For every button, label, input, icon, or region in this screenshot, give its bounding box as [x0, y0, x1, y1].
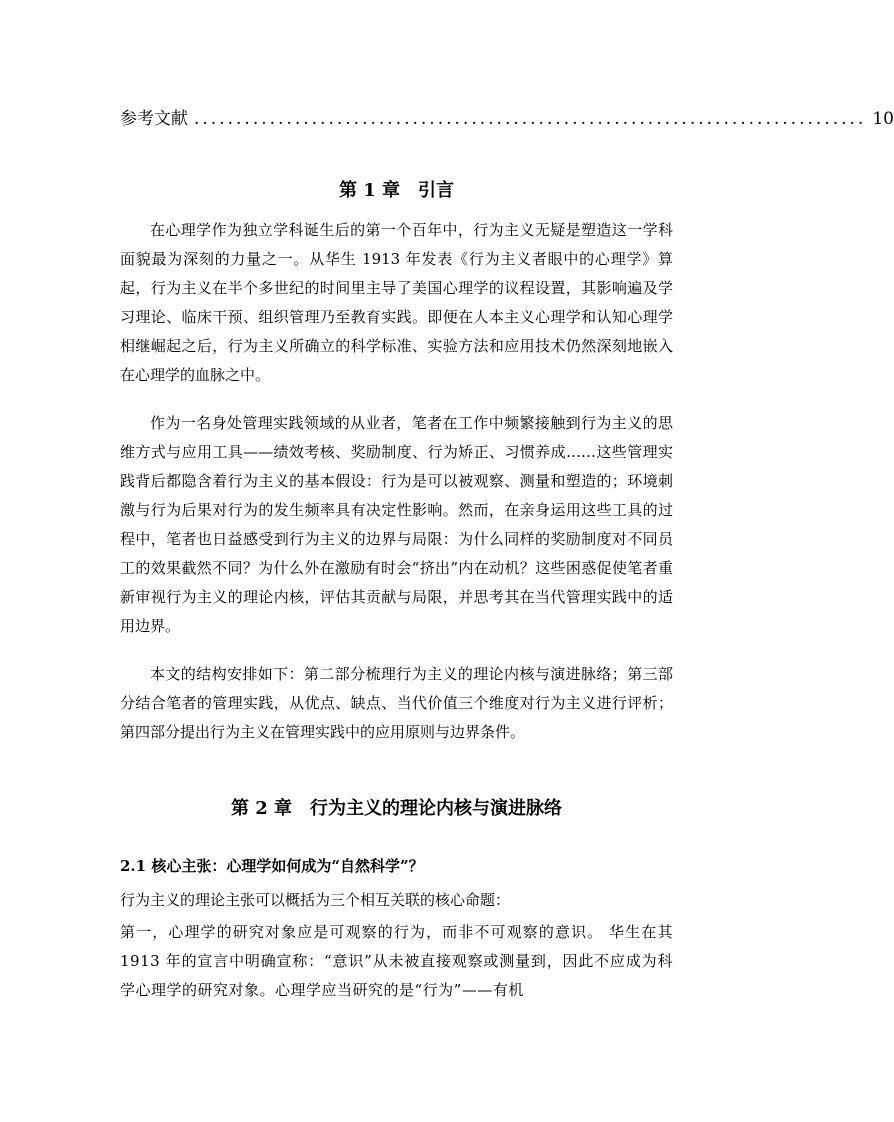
toc-entry-references[interactable] [120, 104, 894, 134]
chapter-1-title: 第 1 章 引言 [338, 180, 455, 201]
chapter-1-paragraph-3: 本文的结构安排如下：第二部分梳理行为主义的理论内核与演进脉络；第三部分结合笔者的管理实践，从优点、缺点、当代价值三个维度对行为主义进行评析；第四部分提出行为主义在管理实践中的应用原则与边界条件。 [120, 665, 673, 741]
toc-entry-label: 参考文献 [120, 109, 188, 129]
chapter-2-title: 第 2 章 行为主义的理论内核与演进脉络 [230, 798, 563, 819]
section-2-1-title: 2.1 核心主张：心理学如何成为“自然科学”？ [120, 857, 424, 875]
toc-page-number: 10 [872, 109, 894, 129]
toc-leader-dots: ................................................................................ [194, 109, 867, 129]
chapter-1-paragraph-2: 作为一名身处管理实践领域的从业者，笔者在工作中频繁接触到行为主义的思维方式与应用工具——绩效考核、奖励制度、行为矫正、习惯养成……这些管理实践背后都隐含着行为主义的基本假设：行为是可以被观察、测量和塑造的；环境刺激与行为后果对行为的发生频率具有决定性影响。然而，在亲身运用这些工具的过程中，笔者也日益感受到行为主义的边界与局限：为什么同样的奖励制度对不同员工的效果截然不同？为什么外在激励有时会“挤出”内在动机？这些困惑促使笔者重新审视行为主义的理论内核，评估其贡献与局限，并思考其在当代管理实践中的适用边界。 [120, 414, 673, 635]
section-2-1-paragraph-1: 行为主义的理论主张可以概括为三个相互关联的核心命题： [120, 891, 511, 909]
section-2-1-paragraph-2: 第一，心理学的研究对象应是可观察的行为，而非不可观察的意识。 华生在其 1913 年的宣言中明确宣称：“意识”从未被直接观察或测量到，因此不应成为科学心理学的研究对象。心理学应当研究的是“行为”——有机 [120, 923, 673, 999]
chapter-1-paragraph-1: 在心理学作为独立学科诞生后的第一个百年中，行为主义无疑是塑造这一学科面貌最为深刻的力量之一。从华生 1913 年发表《行为主义者眼中的心理学》算起，行为主义在半个多世纪的时间里主导了美国心理学的议程设置，其影响遍及学习理论、临床干预、组织管理乃至教育实践。即便在人本主义心理学和认知心理学相继崛起之后，行为主义所确立的科学标准、实验方法和应用技术仍然深刻地嵌入在心理学的血脉之中。 [120, 221, 673, 384]
